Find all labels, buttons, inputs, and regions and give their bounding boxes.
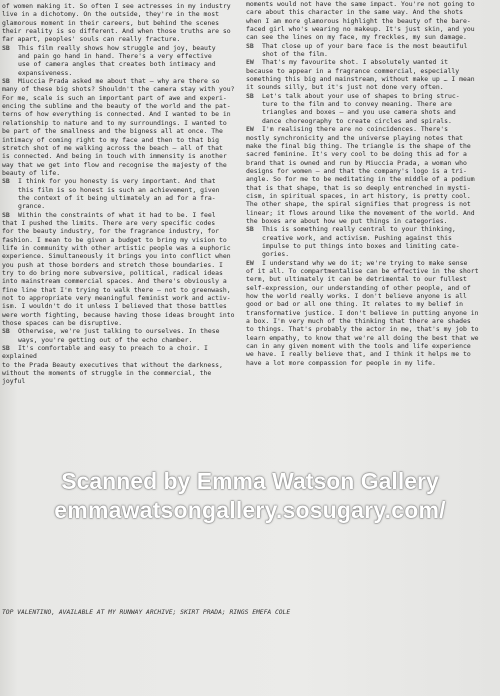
text-line: life in community with other artistic people was a euphoric: [2, 243, 231, 252]
text-line: [2, 60, 238, 68]
text-line: their reality is so different. And when those truths are so: [2, 27, 231, 36]
line-text: It's comfortable and easy to preach to a choir. I explained: [2, 344, 212, 361]
text-line: learn empathy, to know that we're all doing the best that we: [246, 333, 479, 342]
text-line: designs for women – and that the company's logo is a tri-: [246, 166, 467, 175]
line-text: expansiveness.: [18, 68, 73, 77]
line-text: ways, you're getting out of the echo chamber.: [18, 335, 193, 344]
text-line: for the beauty industry, for the fragrance industry, for: [2, 227, 220, 236]
text-line: you push at those borders and stretch those boundaries. I: [2, 260, 223, 269]
text-line: of women making it. So often I see actresses in my industry: [2, 2, 231, 10]
text-line: of it all. To compartmentalise can be effective in the short: [246, 267, 479, 275]
text-line: terns of how everything is connected. And I wanted to be in: [2, 110, 231, 119]
line-text: triangles and boxes – and you use camera shots and: [262, 108, 456, 117]
text-line: when I am more glamorous highlight the beauty of the bare-: [246, 16, 471, 25]
text-line: [2, 194, 238, 202]
speaker-initials: SB: [246, 225, 254, 234]
text-line: mostly synchronicity and the universe playing notes that: [246, 133, 464, 142]
text-line: moments would not have the same impact. You're not going to: [246, 0, 475, 8]
line-text: Otherwise, we're just talking to ourselves. In these: [18, 327, 220, 336]
text-line: [2, 211, 238, 219]
speaker-initials: EW: [246, 125, 254, 134]
text-line: a box. I'm very much of the thinking that there are shades: [246, 317, 471, 326]
text-line: care about this character in the same way. And the shots: [246, 8, 464, 17]
line-text: That close up of your bare face is the most beautiful: [262, 41, 468, 50]
speaker-initials: SB: [2, 77, 10, 86]
text-line: can see the lines on my face, my freckles, my sun damage.: [246, 33, 467, 42]
text-line: glamorous moment in their careers, but behind the scenes: [2, 18, 220, 27]
text-line: [246, 42, 494, 50]
line-text: creative work, and activism. Pushing against this: [262, 233, 452, 242]
text-line: that is that shape, that is so deeply entrenched in mysti-: [246, 183, 471, 192]
text-line: be part of the smallness and the bigness all at once. The: [2, 127, 223, 136]
text-line: live in a dichotomy. On the outside, they're in the most: [2, 10, 220, 19]
text-line: that I pushed the limits. There are very specific codes: [2, 218, 216, 227]
speaker-initials: SB: [2, 344, 10, 353]
text-line: [246, 125, 494, 133]
text-line: can in any given moment with the tools and life experience: [246, 342, 471, 351]
speaker-initials: SB: [2, 210, 10, 219]
speaker-initials: SB: [246, 91, 254, 100]
line-text: use of camera angles that creates both intimacy and: [18, 60, 216, 69]
line-text: I understand why we do it; we're trying to make sense: [262, 258, 468, 267]
text-line: relationship to nature and to my surroundings. I wanted to: [2, 118, 227, 127]
line-text: the context of it being ultimately an ad for a fra-: [18, 193, 216, 202]
text-line: were worth fighting, because having those ideas brought into: [2, 310, 235, 319]
text-line: [246, 108, 494, 116]
text-line: try to do bring more subversive, political, radical ideas: [2, 269, 223, 277]
watermark-title: Scanned by Emma Watson Gallery: [61, 468, 439, 494]
text-line: without the moments of struggle in the commercial, the joyful: [2, 369, 216, 386]
text-line: self-expression, our understanding of other people, and of: [246, 283, 471, 292]
text-line: to things. That's probably the actor in me, that's my job to: [246, 325, 479, 334]
text-line: it sounds silly, but it's just not done very often.: [246, 83, 444, 92]
right-text-column: [246, 0, 494, 367]
line-text: I think for you honesty is very important. And that: [18, 177, 216, 186]
text-line: [2, 52, 238, 60]
text-line: intimacy of coming right to my face and then to that big: [2, 135, 220, 144]
photo-credit-caption: TOP VALENTINO, AVAILABLE AT MY RUNWAY ARCHIVE; SKIRT PRADA; RINGS EMEFA COLE: [2, 609, 291, 616]
text-line: [246, 225, 494, 233]
text-line: experience. Simultaneously it brings you into conflict when: [2, 252, 231, 261]
text-line: stretch shot of me walking across the beach – all of that: [2, 143, 223, 152]
text-line: cism, in spiritual spaces, in art history, is pretty cool.: [246, 191, 471, 200]
left-text-column: [2, 2, 238, 386]
text-line: beauty of life.: [2, 168, 61, 177]
text-line: into mainstream commercial spaces. And there's obviously a: [2, 277, 227, 286]
speaker-initials: SB: [2, 43, 10, 52]
text-line: [246, 50, 494, 58]
text-line: sacred feminine. It's very cool to be doing this ad for a: [246, 150, 467, 159]
text-line: to the Prada Beauty executives that without the darkness,: [2, 360, 223, 369]
text-line: encing the sublime and the beauty of the world and the pat-: [2, 102, 231, 111]
line-text: That's my favourite shot. I absolutely wanted it: [262, 58, 449, 67]
text-line: we have. I really believe that, and I think it helps me to: [246, 350, 471, 359]
text-line: fine line that I'm trying to walk there – not to greenwash,: [2, 285, 231, 294]
text-line: [246, 234, 494, 242]
text-line: For me, scale is such an important part of awe and experi-: [2, 93, 227, 102]
text-line: how the world really works. I don't believe anyone is all: [246, 292, 467, 301]
text-line: [246, 250, 494, 258]
text-line: [2, 344, 238, 361]
text-line: have a lot more compassion for people in my life.: [246, 358, 436, 367]
speaker-initials: EW: [246, 58, 254, 67]
text-line: [246, 117, 494, 125]
speaker-initials: SB: [2, 327, 10, 336]
text-line: [2, 327, 238, 335]
line-text: shot of the film.: [262, 50, 328, 59]
text-line: [2, 77, 238, 85]
line-text: ture to the film and to convey meaning. There are: [262, 100, 452, 109]
text-line: is connected. And being in touch with immensity is another: [2, 152, 227, 161]
text-line: brand that is owned and run by Miuccia Prada, a woman who: [246, 158, 467, 167]
line-text: gories.: [262, 250, 290, 259]
speaker-initials: SB: [2, 177, 10, 186]
line-text: This is something really central to your thinking,: [262, 225, 456, 234]
text-line: good or bad or all one thing. It relates to my belief in: [246, 300, 464, 309]
text-line: [246, 100, 494, 108]
speaker-initials: EW: [246, 258, 254, 267]
line-text: impulse to put things into boxes and limiting cate-: [262, 241, 460, 250]
line-text: this film is so honest is such an achievement, given: [18, 185, 220, 194]
line-text: I'm realising there are no coincidences. There's: [262, 125, 449, 134]
line-text: and pain go hand in hand. There's a very effective: [18, 52, 212, 61]
text-line: [2, 177, 238, 185]
text-line: because to appear in a fragrance commercial, especially: [246, 66, 460, 75]
text-line: faced girl who's wearing no makeup. It's just skin, and you: [246, 25, 475, 34]
text-line: term, but ultimately it can be detrimental to our fullest: [246, 275, 467, 284]
text-line: [2, 202, 238, 210]
watermark-url: emmawatsongallery.sosugary.com/: [54, 497, 446, 523]
text-line: angle. So for me to be meditating in the middle of a podium: [246, 175, 475, 184]
line-text: grance.: [18, 202, 46, 211]
text-line: fashion. I mean to be given a budget to bring my vision to: [2, 235, 227, 244]
text-line: [246, 242, 494, 250]
text-line: [246, 92, 494, 100]
line-text: Let's talk about your use of shapes to bring struc-: [262, 91, 460, 100]
text-line: not to appropriate very meaningful feminist work and activ-: [2, 294, 231, 303]
line-text: This film really shows how struggle and joy, beauty: [18, 43, 216, 52]
line-text: Within the constraints of what it had to be. I feel: [18, 210, 216, 219]
text-line: [2, 44, 238, 52]
text-line: [246, 58, 494, 66]
text-line: [246, 259, 494, 267]
line-text: Miuccia Prada asked me about that – why are there so: [18, 77, 220, 86]
text-line: [2, 69, 238, 77]
text-line: many of these big shots? Shouldn't the camera stay with you?: [2, 85, 235, 94]
text-line: far apart, peoples' souls can really fracture.: [2, 35, 181, 44]
text-line: The other shape, the spiral signifies that progress is not: [246, 200, 471, 209]
text-line: transformative justice. I don't believe in putting anyone in: [246, 308, 479, 317]
text-line: [2, 336, 238, 344]
line-text: dance choreography to create circles and spirals.: [262, 116, 452, 125]
text-line: [2, 186, 238, 194]
text-line: the boxes are about how we put things in categories.: [246, 216, 448, 225]
text-line: something this big and mainstream, without make up … I mean: [246, 75, 475, 84]
speaker-initials: SB: [246, 41, 254, 50]
text-line: linear; it flows around like the movement of the world. And: [246, 208, 475, 217]
text-line: way that we get into flow and recognise the majesty of the: [2, 160, 227, 169]
text-line: ism. I wouldn't do it unless I believed that those battles: [2, 302, 227, 311]
text-line: make the final big thing. The triangle is the shape of the: [246, 141, 471, 150]
text-line: those spaces can be disruptive.: [2, 319, 123, 328]
